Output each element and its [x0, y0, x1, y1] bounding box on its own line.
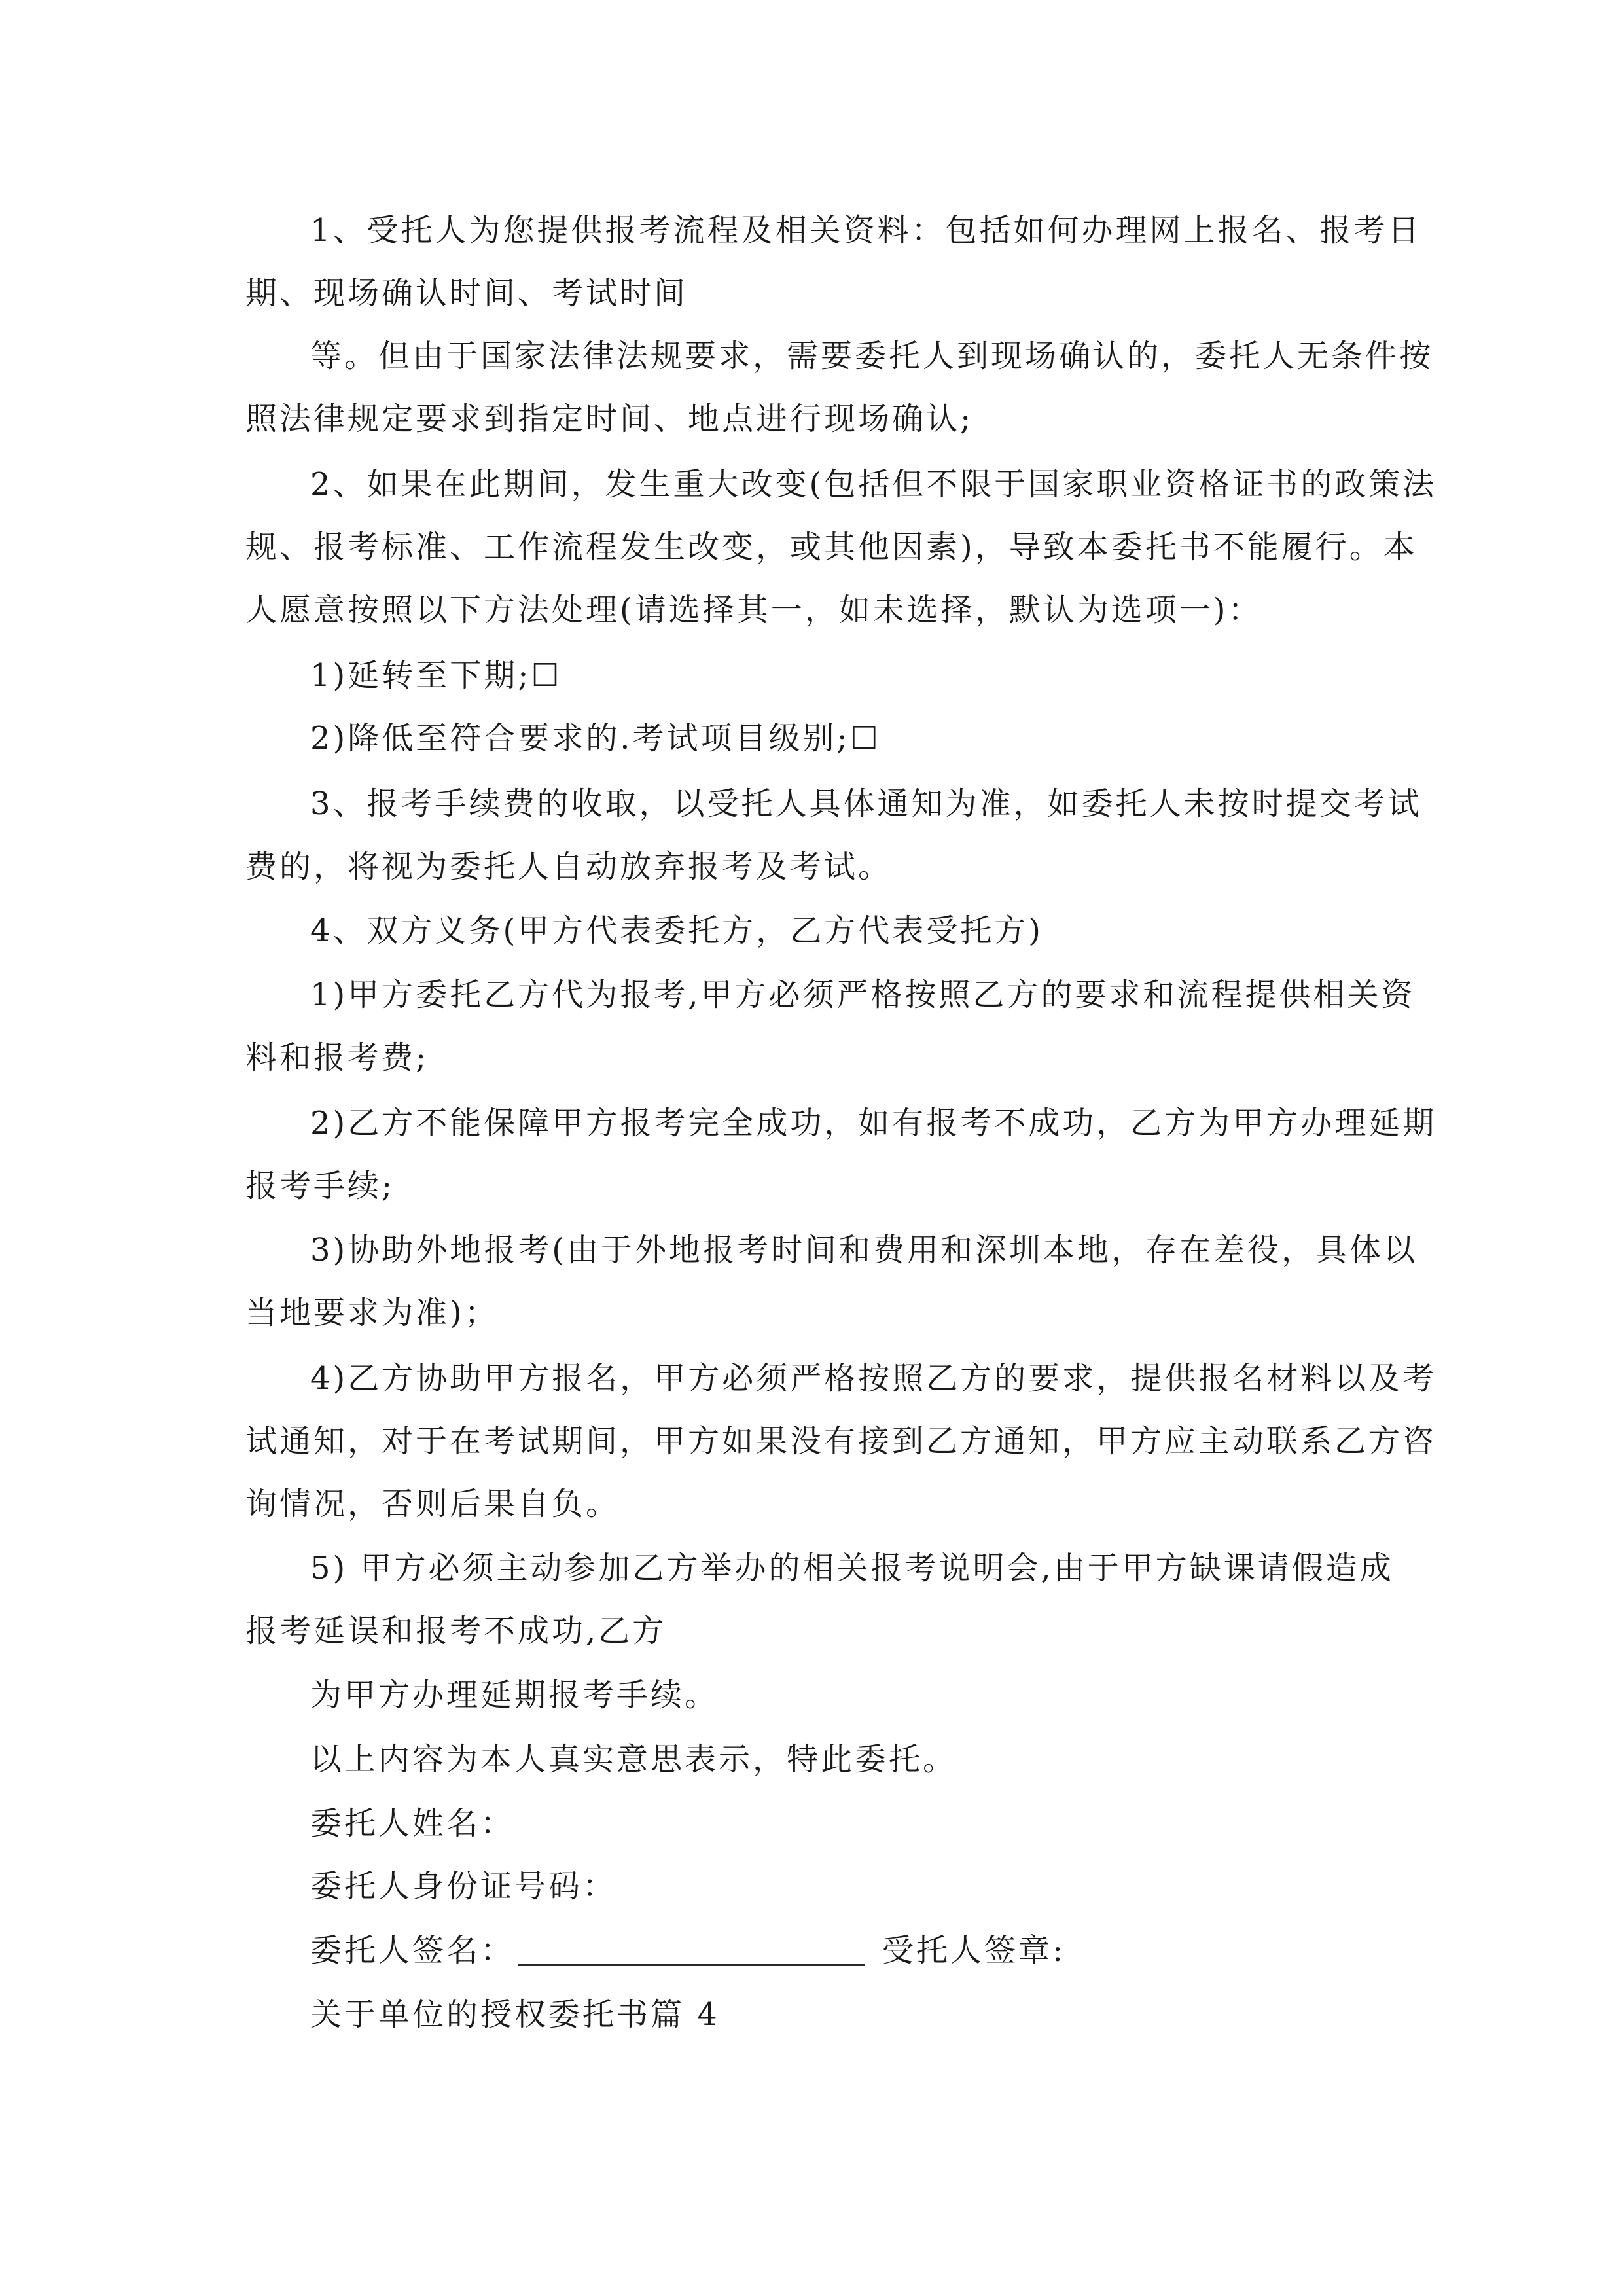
paragraph-line: 2)乙方不能保障甲方报考完全成功，如有报考不成功，乙方为甲方办理延期 [310, 1105, 1437, 1141]
paragraph-line: 人愿意按照以下方法处理(请选择其一，如未选择，默认为选项一)： [245, 592, 1262, 628]
paragraph-line: 5) 甲方必须主动参加乙方举办的相关报考说明会,由于甲方缺课请假造成 [310, 1550, 1394, 1587]
paragraph-line: 等。但由于国家法律法规要求，需要委托人到现场确认的，委托人无条件按 [310, 338, 1434, 374]
paragraph-line: 照法律规定要求到指定时间、地点进行现场确认; [245, 401, 974, 437]
seal-label: 受托人签章: [882, 1932, 1066, 1969]
paragraph-line: 1)甲方委托乙方代为报考,甲方必须严格按照乙方的要求和流程提供相关资 [310, 977, 1416, 1013]
paragraph-line: 2、如果在此期间，发生重大改变(包括但不限于国家职业资格证书的政策法 [310, 466, 1437, 503]
paragraph-line: 3)协助外地报考(由于外地报考时间和费用和深圳本地，存在差役，具体以 [310, 1232, 1418, 1268]
paragraph-line: 当地要求为准)； [245, 1295, 499, 1331]
paragraph-line: 报考手续; [245, 1168, 395, 1204]
paragraph-line: 1、受托人为您提供报考流程及相关资料：包括如何办理网上报名、报考日 [310, 212, 1422, 249]
paragraph-line: 期、现场确认时间、考试时间 [245, 275, 688, 312]
field-label-name: 委托人姓名： [310, 1805, 515, 1842]
paragraph-line: 报考延误和报考不成功,乙方 [245, 1613, 667, 1649]
paragraph-line: 试通知，对于在考试期间，甲方如果没有接到乙方通知，甲方应主动联系乙方咨 [245, 1423, 1437, 1460]
paragraph-line: 4)乙方协助甲方报名，甲方必须严格按照乙方的要求，提供报名材料以及考 [310, 1360, 1437, 1397]
signature-label: 委托人签名： [310, 1932, 515, 1969]
section-heading: 关于单位的授权委托书篇 4 [310, 1996, 720, 2033]
paragraph-line: 为甲方办理延期报考手续。 [310, 1677, 719, 1713]
paragraph-line: 询情况，否则后果自负。 [245, 1486, 620, 1522]
option-line: 1)延转至下期;☐ [310, 657, 562, 694]
paragraph-line: 规、报考标准、工作流程发生改变，或其他因素)，导致本委托书不能履行。本 [245, 529, 1418, 565]
paragraph-line: 费的，将视为委托人自动放弃报考及考试。 [245, 848, 893, 885]
field-label-id-number: 委托人身份证号码： [310, 1868, 617, 1905]
paragraph-line: 料和报考费; [245, 1039, 429, 1076]
signature-row [310, 1931, 1449, 1970]
paragraph-line: 3、报考手续费的收取，以受托人具体通知为准，如委托人未按时提交考试 [310, 785, 1422, 822]
paragraph-line: 4、双方义务(甲方代表委托方，乙方代表受托方) [310, 912, 1043, 949]
paragraph-line: 以上内容为本人真实意思表示，特此委托。 [310, 1741, 957, 1778]
option-line: 2)降低至符合要求的.考试项目级别;☐ [310, 720, 881, 757]
signature-blank-line [518, 1964, 865, 1966]
